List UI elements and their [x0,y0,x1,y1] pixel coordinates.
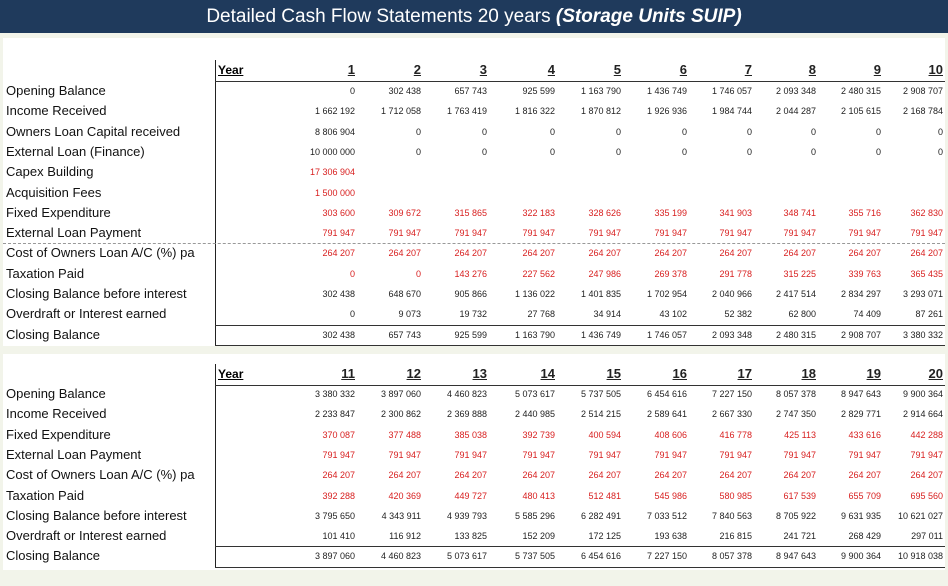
year-header-13: 13 [472,366,487,381]
table-cell: 791 947 [654,449,687,460]
row-label: Fixed Expenditure [6,426,111,442]
table-cell: 2 829 771 [840,409,881,420]
row-label: Taxation Paid [6,487,85,503]
table-cell: 2 300 862 [380,409,421,420]
table-cell: 4 460 823 [380,551,421,562]
table-cell: 0 [681,146,687,157]
table-cell: 264 207 [522,248,555,259]
table-cell: 264 207 [654,248,687,259]
table-cell: 297 011 [911,531,943,542]
table-cell: 10 918 038 [897,551,943,562]
year-header-14: 14 [540,366,555,381]
table-cell: 27 768 [527,309,555,320]
title-subtitle: (Storage Units SUIP) [555,6,742,27]
table-cell: 0 [481,126,487,137]
table-cell: 385 038 [454,429,487,440]
table-cell: 416 778 [719,429,752,440]
table-cell: 2 040 966 [711,289,752,299]
table-cell: 408 606 [654,429,687,440]
table-cell: 8 806 904 [314,126,355,137]
table-cell: 433 616 [848,429,881,440]
table-cell: 0 [415,146,421,157]
table-cell: 0 [810,146,816,157]
year-header-5: 5 [613,62,621,77]
table-cell: 9 900 364 [840,551,881,562]
table-cell: 2 747 350 [775,409,816,420]
table-cell: 442 288 [910,429,943,440]
table-cell: 1 926 936 [646,106,687,117]
table-cell: 8 057 378 [775,389,816,399]
table-cell: 791 947 [322,449,355,460]
table-cell: 9 900 364 [902,389,943,399]
table-cell: 0 [549,126,555,137]
table-cell: 925 599 [522,86,555,96]
table-cell: 2 417 514 [775,289,816,299]
table-cell: 1 401 835 [580,289,621,299]
table-cell: 1 136 022 [514,289,555,299]
row-label: Income Received [6,406,107,422]
table-cell: 9 631 935 [840,510,881,521]
table-cell: 791 947 [848,449,881,460]
table-cell: 2 589 641 [646,409,687,420]
table-cell: 264 207 [588,470,621,481]
year-header-19: 19 [866,366,881,381]
table-cell: 2 044 287 [775,106,816,117]
table-cell: 1 163 790 [580,86,621,96]
row-label: Acquisition Fees [6,184,102,200]
table-cell: 341 903 [719,207,752,218]
table-cell: 4 939 793 [446,510,487,521]
table-cell: 5 737 505 [580,389,621,399]
table-cell: 791 947 [454,449,487,460]
table-cell: 512 481 [588,490,621,501]
table-cell: 10 000 000 [309,146,355,157]
table-cell: 9 073 [398,309,421,320]
table-cell: 695 560 [910,490,943,501]
table-cell: 247 986 [588,268,621,279]
table-cell: 791 947 [783,449,816,460]
year-header-label: Year [218,367,244,381]
table-cell: 4 343 911 [381,510,421,521]
table-cell: 355 716 [848,207,881,218]
table-cell: 2 093 348 [775,86,816,96]
table-cell: 2 168 784 [902,106,943,117]
table-cell: 264 207 [322,470,355,481]
table-cell: 648 670 [388,289,421,299]
table-cell: 0 [937,146,943,157]
table-cell: 8 057 378 [711,551,752,562]
table-cell: 0 [415,126,421,137]
table-cell: 420 369 [388,490,421,501]
table-cell: 791 947 [588,449,621,460]
table-cell: 0 [746,126,752,137]
table-cell: 264 207 [388,470,421,481]
table-cell: 905 866 [454,289,487,299]
table-cell: 362 830 [910,207,943,218]
table-cell: 264 207 [848,470,881,481]
table-cell: 1 662 192 [314,106,355,117]
table-cell: 303 600 [322,207,355,218]
table-cell: 370 087 [322,429,355,440]
table-cell: 62 800 [788,309,816,320]
table-cell: 480 413 [522,490,555,501]
row-label: External Loan Payment [6,446,142,462]
table-cell: 2 914 664 [902,409,943,420]
table-cell: 6 454 616 [580,551,621,562]
table-cell: 3 897 060 [314,551,355,562]
table-cell: 1 712 058 [380,106,421,117]
year-header-17: 17 [737,366,752,381]
table-cell: 545 986 [654,490,687,501]
table-cell: 449 727 [454,490,487,501]
table-cell: 339 763 [848,268,881,279]
table-cell: 302 438 [322,329,355,340]
row-label: Fixed Expenditure [6,204,111,220]
table-cell: 791 947 [783,228,816,239]
table-cell: 335 199 [654,207,687,218]
table-cell: 617 539 [783,490,816,501]
table-cell: 1 436 749 [646,86,687,96]
table-cell: 791 947 [322,228,355,239]
table-cell: 268 429 [848,531,881,542]
total-divider [215,325,945,326]
table-cell: 657 743 [454,86,487,96]
table-cell: 2 369 888 [446,409,487,420]
table-cell: 348 741 [783,207,816,218]
row-label: Cost of Owners Loan A/C (%) pa [6,467,195,483]
row-label: Closing Balance [6,548,100,564]
table-cell: 315 865 [454,207,487,218]
year-header-label: Year [218,63,244,77]
total-divider [215,546,945,547]
table-cell: 43 102 [659,309,687,320]
table-cell: 74 409 [853,309,881,320]
table-cell: 2 440 985 [514,409,555,420]
table-cell: 3 897 060 [380,389,421,399]
table-cell: 216 815 [719,531,752,542]
row-label: Opening Balance [6,386,106,401]
table-cell: 1 163 790 [514,329,555,340]
year-header-8: 8 [808,62,816,77]
table-cell: 1 746 057 [646,329,687,340]
year-header-12: 12 [406,366,421,381]
table-cell: 264 207 [588,248,621,259]
table-cell: 3 380 332 [314,389,355,399]
table-cell: 7 227 150 [646,551,687,562]
table-cell: 791 947 [719,449,752,460]
table-cell: 3 293 071 [902,289,943,299]
table-cell: 264 207 [719,470,752,481]
table-cell: 2 908 707 [840,329,881,340]
table-cell: 791 947 [848,228,881,239]
table-cell: 143 276 [454,268,487,279]
table-cell: 400 594 [588,429,621,440]
year-header-1: 1 [347,62,355,77]
year-header-6: 6 [679,62,687,77]
row-label: Closing Balance before interest [6,286,187,301]
table-cell: 264 207 [522,470,555,481]
title-main: Detailed Cash Flow Statements 20 years [206,6,556,27]
table-cell: 791 947 [719,228,752,239]
table-bottom-border [215,345,945,346]
table-cell: 264 207 [910,470,943,481]
table-cell: 264 207 [719,248,752,259]
row-label: Closing Balance [6,326,100,342]
year-header-3: 3 [479,62,487,77]
table-cell: 392 739 [522,429,555,440]
table-cell: 7 227 150 [711,389,752,399]
table-cell: 791 947 [388,228,421,239]
table-cell: 580 985 [719,490,752,501]
table-cell: 377 488 [388,429,421,440]
table-cell: 2 908 707 [902,86,943,96]
table-cell: 0 [875,126,881,137]
row-label: Closing Balance before interest [6,507,187,523]
table-cell: 0 [746,146,752,157]
table-cell: 291 778 [719,268,752,279]
table-cell: 172 125 [588,531,621,542]
table-cell: 10 621 027 [897,510,943,521]
table-cell: 1 702 954 [646,289,687,299]
table-cell: 7 840 563 [711,510,752,521]
table-cell: 0 [615,126,621,137]
table-cell: 315 225 [783,268,816,279]
table-cell: 791 947 [588,228,621,239]
table-cell: 1 436 749 [580,329,621,340]
table-cell: 2 480 315 [840,86,881,96]
table-cell: 0 [681,126,687,137]
table-cell: 8 947 643 [840,389,881,399]
table-cell: 264 207 [783,248,816,259]
table-cell: 3 795 650 [314,510,355,521]
table-cell: 3 380 332 [902,329,943,340]
table-cell: 0 [349,309,355,320]
table-cell: 5 073 617 [514,389,555,399]
row-label: Overdraft or Interest earned [6,528,167,544]
table-cell: 116 912 [389,531,421,542]
year-header-7: 7 [744,62,752,77]
table-bottom-border [215,567,945,568]
table-cell: 302 438 [322,289,355,299]
table-cell: 1 870 812 [580,106,621,117]
table-cell: 0 [349,86,355,96]
table-cell: 2 667 330 [711,409,752,420]
table-cell: 2 514 215 [580,409,621,420]
table-cell: 791 947 [654,228,687,239]
table-cell: 791 947 [388,449,421,460]
row-label: Income Received [6,103,107,119]
year-header-15: 15 [606,366,621,381]
table-cell: 8 947 643 [775,551,816,562]
table-cell: 264 207 [783,470,816,481]
table-cell: 925 599 [454,329,487,340]
table-cell: 6 454 616 [646,389,687,399]
table-cell: 2 105 615 [840,106,881,117]
table-cell: 302 438 [388,86,421,96]
table-cell: 2 233 847 [314,409,355,420]
title-banner [0,0,948,33]
table-cell: 264 207 [322,248,355,259]
table-cell: 0 [549,146,555,157]
table-cell: 52 382 [724,309,752,320]
table-cell: 0 [810,126,816,137]
year-header-11: 11 [341,366,355,381]
table-cell: 392 288 [322,490,355,501]
row-label: External Loan Payment [6,225,142,241]
table-cell: 5 737 505 [514,551,555,562]
table-cell: 227 562 [522,268,555,279]
table-cell: 0 [615,146,621,157]
year-header-20: 20 [928,366,943,381]
table-cell: 264 207 [654,470,687,481]
table-cell: 133 825 [454,531,487,542]
table-cell: 87 261 [915,309,943,320]
year-header-4: 4 [547,62,555,77]
year-header-10: 10 [928,62,943,77]
table-cell: 264 207 [388,248,421,259]
table-cell: 6 282 491 [580,510,621,521]
table-cell: 322 183 [522,207,555,218]
table-cell: 241 721 [783,531,816,542]
table-cell: 1 816 322 [514,106,555,117]
cash-flow-table-years-1-10 [3,38,945,346]
row-label: External Loan (Finance) [6,143,145,159]
year-header-9: 9 [873,62,881,77]
table-cell: 264 207 [454,470,487,481]
cash-flow-table-years-11-20 [3,354,945,570]
table-cell: 0 [349,268,355,279]
row-label: Capex Building [6,164,94,180]
row-label: Taxation Paid [6,265,85,281]
table-cell: 655 709 [848,490,881,501]
table-cell: 0 [481,146,487,157]
table-cell: 1 746 057 [711,86,752,96]
row-label: Cost of Owners Loan A/C (%) pa [6,245,195,261]
table-cell: 2 480 315 [775,329,816,340]
table-cell: 34 914 [593,309,621,320]
table-cell: 791 947 [522,228,555,239]
table-cell: 101 410 [322,531,355,542]
table-cell: 1 984 744 [711,106,752,117]
table-cell: 791 947 [454,228,487,239]
table-cell: 0 [937,126,943,137]
row-label: Overdraft or Interest earned [6,306,167,322]
year-header-16: 16 [672,366,687,381]
table-cell: 0 [415,268,421,279]
table-cell: 657 743 [388,329,421,340]
table-cell: 264 207 [910,248,943,259]
table-cell: 7 033 512 [646,510,687,521]
table-cell: 791 947 [910,228,943,239]
table-cell: 264 207 [848,248,881,259]
year-header-2: 2 [413,62,421,77]
table-cell: 1 763 419 [446,106,487,117]
table-cell: 365 435 [910,268,943,279]
table-cell: 2 834 297 [840,289,881,299]
table-cell: 8 705 922 [775,510,816,521]
table-cell: 4 460 823 [446,389,487,399]
row-label: Opening Balance [6,83,106,98]
table-cell: 264 207 [454,248,487,259]
table-cell: 19 732 [459,309,487,320]
row-label: Owners Loan Capital received [6,123,181,139]
table-cell: 309 672 [388,207,421,218]
table-cell: 425 113 [784,429,816,440]
table-cell: 17 306 904 [309,167,355,178]
table-cell: 5 585 296 [514,510,555,521]
table-cell: 193 638 [654,531,687,542]
table-cell: 5 073 617 [446,551,487,562]
year-header-18: 18 [801,366,816,381]
table-cell: 0 [875,146,881,157]
table-cell: 2 093 348 [711,329,752,340]
table-cell: 269 378 [654,268,687,279]
table-cell: 328 626 [588,207,621,218]
table-cell: 791 947 [910,449,943,460]
table-cell: 152 209 [522,531,555,542]
table-cell: 791 947 [522,449,555,460]
table-cell: 1 500 000 [314,187,355,198]
